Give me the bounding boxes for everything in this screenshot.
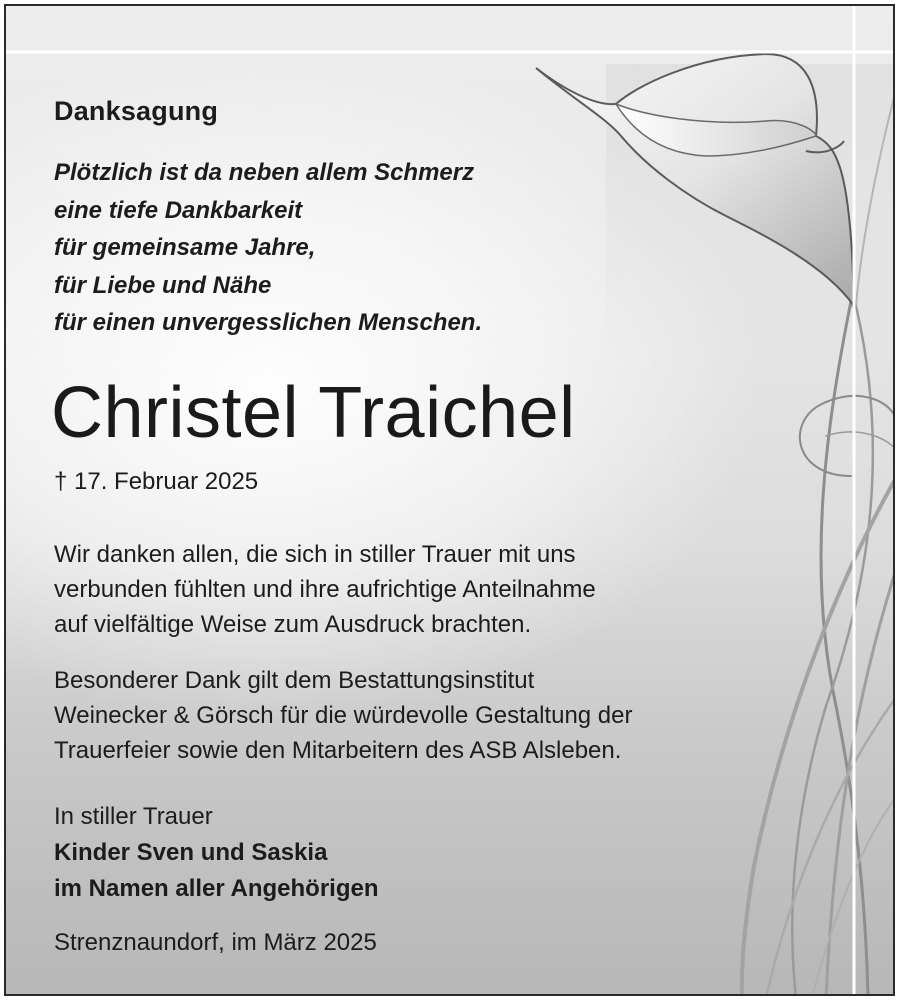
poem-line: für Liebe und Nähe [54, 271, 272, 299]
poem-line: für gemeinsame Jahre, [54, 234, 316, 261]
deceased-name: Christel Traichel [51, 373, 576, 453]
signer-line: im Namen aller Angehörigen [54, 875, 379, 902]
poem-line: Plötzlich ist da neben allem Schmerz [54, 159, 475, 186]
signer-line: Kinder Sven und Saskia [54, 839, 328, 866]
death-date: † 17. Februar 2025 [54, 468, 259, 495]
mourning-label: In stiller Trauer [54, 803, 213, 830]
signers [54, 835, 379, 907]
paragraph-line: auf vielfältige Weise zum Ausdruck brachten. [54, 611, 532, 638]
poem-line: für einen unvergesslichen Menschen. [54, 309, 483, 336]
obituary-card [4, 4, 895, 996]
special-thanks-paragraph [54, 663, 633, 768]
paragraph-line: Weinecker & Görsch für die würdevolle Gestaltung der [54, 702, 633, 729]
poem-line: eine tiefe Dankbarkeit [54, 196, 303, 224]
paragraph-line: verbunden fühlten und ihre aufrichtige Anteilnahme [54, 576, 596, 603]
paragraph-line: Wir danken allen, die sich in stiller Trauer mit uns [54, 541, 576, 568]
notice-heading: Danksagung [54, 96, 219, 126]
paragraph-line: Besonderer Dank gilt dem Bestattungsinstitut [54, 667, 535, 694]
place-date: Strenznaundorf, im März 2025 [54, 929, 377, 956]
poem [54, 154, 482, 342]
paragraph-line: Trauerfeier sowie den Mitarbeitern des ASB Alsleben. [54, 737, 622, 764]
thanks-paragraph [54, 537, 596, 642]
